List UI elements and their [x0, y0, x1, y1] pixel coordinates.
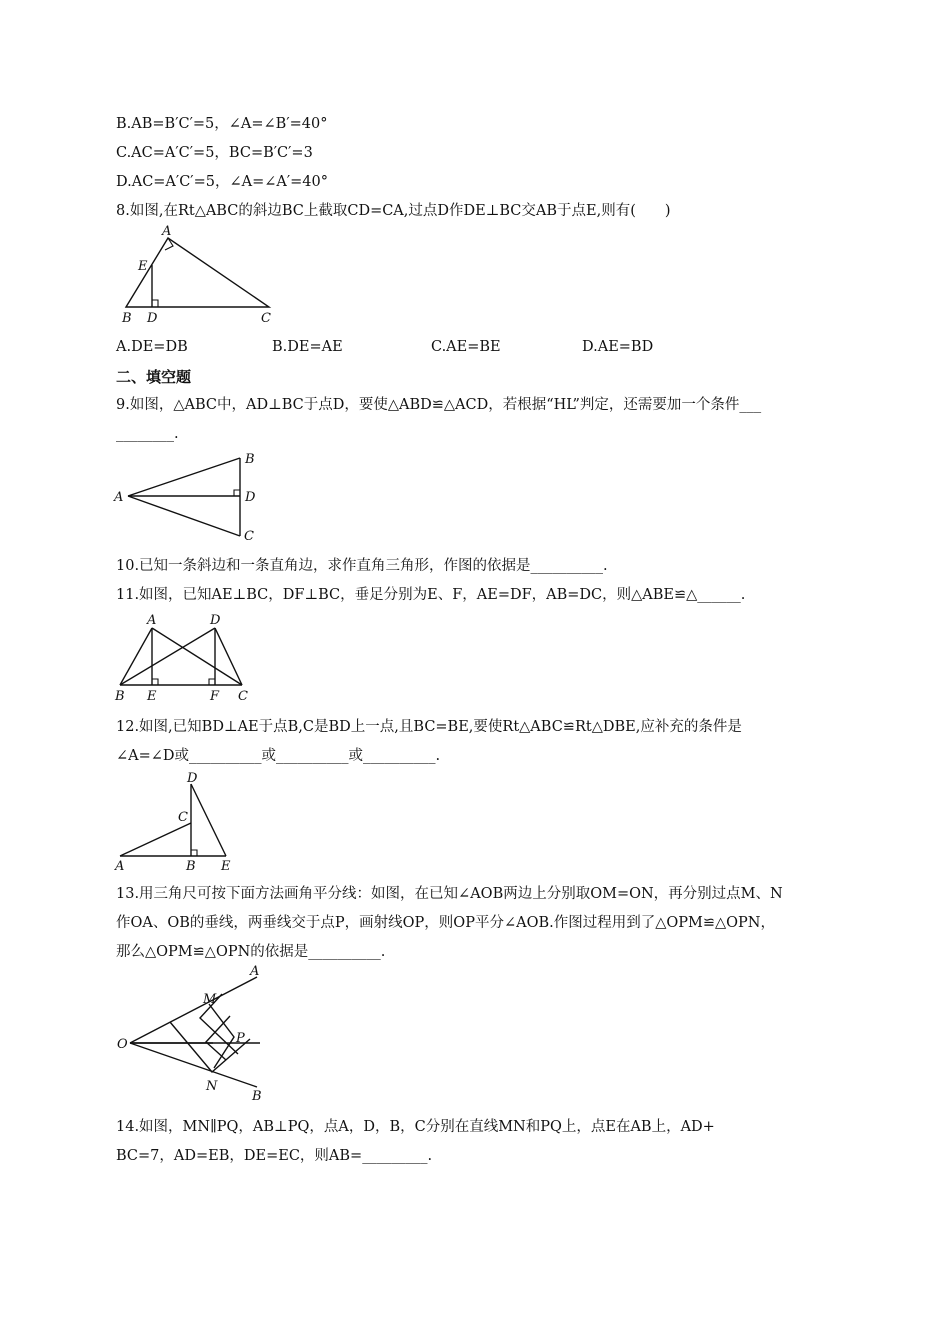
q13-label-n: N: [206, 1079, 218, 1094]
q9-line1: 9.如图，△ABC中，AD⊥BC于点D，要使△ABD≌△ACD，若根据“HL”判定，还需要加一个条件___: [116, 397, 762, 413]
q13-line3: 那么△OPM≌△OPN的依据是__________.: [116, 944, 386, 960]
q11-figure: [112, 610, 262, 705]
q13-figure: [112, 966, 272, 1106]
q12-label-e: E: [221, 859, 231, 874]
q7-option-d: D.AC=A′C′=5，∠A=∠A′=40°: [116, 174, 328, 190]
q13-line1: 13.用三角尺可按下面方法画角平分线：如图，在已知∠AOB两边上分别取OM=ON，再分别过点M、N: [116, 886, 783, 902]
q8-option-c: C.AE=BE: [431, 339, 501, 355]
q13-label-a: A: [250, 964, 260, 979]
q13-label-m: M: [203, 992, 217, 1007]
q12-label-b: B: [186, 859, 196, 874]
q12-label-d: D: [187, 771, 198, 786]
q11-label-b: B: [115, 689, 125, 704]
q8-label-b: B: [122, 311, 132, 326]
q11-text: 11.如图，已知AE⊥BC，DF⊥BC，垂足分别为E、F，AE=DF，AB=DC，则△ABE≌△______.: [116, 587, 746, 603]
q7-option-c: C.AC=A′C′=5，BC=B′C′=3: [116, 145, 313, 161]
q9-label-a: A: [114, 490, 124, 505]
q10-text: 10.已知一条斜边和一条直角边，求作直角三角形，作图的依据是__________.: [116, 558, 608, 574]
q11-label-c: C: [238, 689, 248, 704]
q8-label-c: C: [261, 311, 271, 326]
q13-line2: 作OA、OB的垂线，两垂线交于点P，画射线OP，则OP平分∠AOB.作图过程用到了△OPM≌△OPN，: [116, 915, 775, 931]
q9-label-b: B: [245, 452, 255, 467]
q8-option-d: D.AE=BD: [582, 339, 654, 355]
q8-figure: [112, 224, 282, 324]
q9-figure: [112, 450, 272, 545]
q13-label-b: B: [252, 1089, 262, 1104]
q12-label-a: A: [115, 859, 125, 874]
q8-label-a: A: [162, 224, 172, 239]
q8-label-d: D: [147, 311, 158, 326]
q8-option-a: A.DE=DB: [116, 339, 188, 355]
q13-label-p: P: [236, 1031, 245, 1046]
q11-label-f: F: [210, 689, 220, 704]
q8-stem: 8.如图,在Rt△ABC的斜边BC上截取CD=CA,过点D作DE⊥BC交AB于点E,则有( ): [116, 203, 671, 219]
q11-label-a: A: [147, 613, 157, 628]
q8-option-b: B.DE=AE: [272, 339, 343, 355]
q14-line1: 14.如图，MN∥PQ，AB⊥PQ，点A，D，B，C分别在直线MN和PQ上，点E在AB上，AD+: [116, 1119, 715, 1135]
q9-line2: ________.: [116, 426, 179, 442]
q13-label-o: O: [117, 1037, 128, 1052]
q12-line2: ∠A=∠D或__________或__________或__________.: [116, 748, 441, 764]
q11-label-d: D: [210, 613, 221, 628]
q9-label-c: C: [244, 529, 254, 544]
section-title: 二、填空题: [116, 368, 192, 386]
q9-label-d: D: [245, 490, 256, 505]
q12-figure: [112, 772, 252, 872]
q8-label-e: E: [138, 259, 148, 274]
q14-line2: BC=7，AD=EB，DE=EC，则AB=_________.: [116, 1148, 433, 1164]
q12-line1: 12.如图,已知BD⊥AE于点B,C是BD上一点,且BC=BE,要使Rt△ABC≌Rt△DBE,应补充的条件是: [116, 719, 742, 735]
q12-label-c: C: [178, 810, 188, 825]
q7-option-b: B.AB=B′C′=5，∠A=∠B′=40°: [116, 116, 328, 132]
q11-label-e: E: [147, 689, 157, 704]
